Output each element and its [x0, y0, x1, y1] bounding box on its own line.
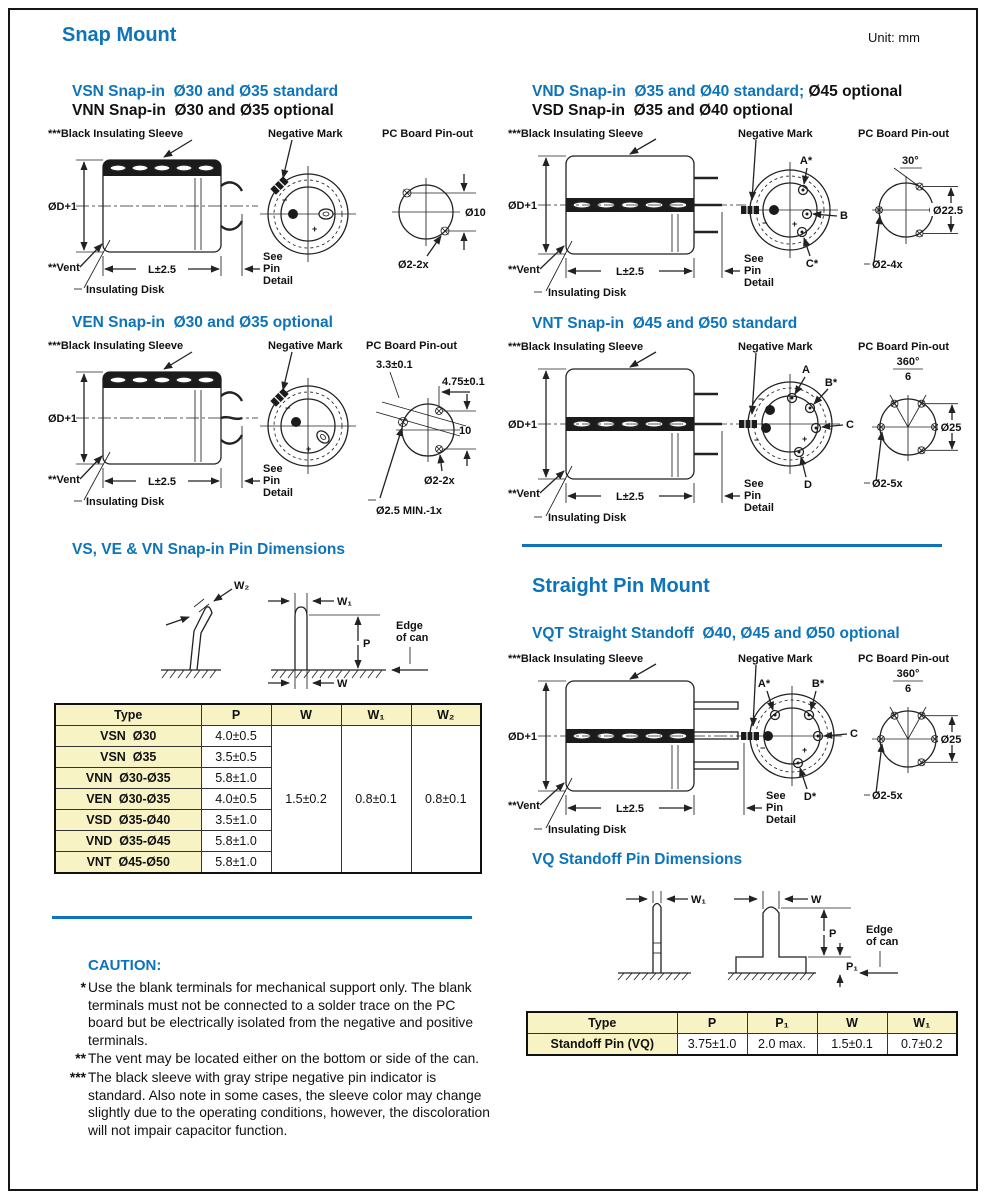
cell-value: 4.0±0.5	[201, 789, 271, 810]
svg-text:ØD+1: ØD+1	[508, 419, 538, 431]
svg-text:−: −	[282, 195, 288, 205]
cell-type: VEN Ø30-Ø35	[55, 789, 201, 810]
caution-section	[46, 957, 494, 1139]
straight-pin-view	[268, 593, 429, 690]
pc-board-pinout-view	[392, 174, 486, 271]
pc-board-pinout-view	[864, 356, 966, 490]
vnd-diagram	[506, 126, 966, 301]
svg-text:See: See	[766, 790, 786, 802]
cell-type: Standoff Pin (VQ)	[527, 1034, 677, 1056]
cell-value: 5.8±1.0	[201, 852, 271, 874]
vnn-heading: VNN Snap-in Ø30 and Ø35 optional	[72, 102, 334, 119]
svg-text:Insulating Disk: Insulating Disk	[548, 824, 627, 836]
col-header: W₂	[411, 704, 481, 726]
capacitor-bottom-view	[260, 352, 356, 474]
svg-text:D*: D*	[803, 791, 817, 803]
vqt-heading: VQT Straight Standoff Ø40, Ø45 and Ø50 optional	[532, 625, 900, 642]
svg-text:Pin: Pin	[744, 265, 762, 277]
vsn-heading: VSN Snap-in Ø30 and Ø35 standard	[72, 83, 339, 100]
svg-text:10: 10	[459, 425, 472, 437]
svg-text:A: A	[802, 364, 810, 376]
svg-text:W₂: W₂	[234, 580, 250, 592]
pinout-dim: Ø10	[465, 207, 486, 219]
footnote-marker: *	[80, 980, 86, 995]
svg-text:Ø2-4x: Ø2-4x	[872, 259, 903, 271]
svg-text:Ø2-5x: Ø2-5x	[872, 478, 903, 490]
svg-text:PC Board Pin-out: PC Board Pin-out	[858, 128, 950, 140]
svg-text:of can: of can	[396, 632, 429, 644]
svg-text:Negative Mark: Negative Mark	[738, 341, 813, 353]
vnt-diagram	[506, 339, 966, 524]
svg-text:Ø2-5x: Ø2-5x	[872, 790, 903, 802]
datasheet-page	[8, 8, 978, 1191]
svg-text:P₁: P₁	[846, 961, 858, 973]
left-column	[46, 68, 494, 1140]
col-header: P	[201, 704, 271, 726]
footnote-text: The black sleeve with gray stripe negative pin indicator is standard. Also note in some cases, the sleeve color may change slightly due to the operating conditions, however, the discoloration will not impair capacitor function.	[88, 1069, 490, 1138]
pc-board-pinout-view	[864, 668, 966, 802]
vent-label: **Vent	[48, 262, 80, 274]
footnote-text: The vent may be located either on the bottom or side of the can.	[88, 1051, 480, 1067]
vnt-heading: VNT Snap-in Ø45 and Ø50 standard	[532, 315, 798, 332]
svg-text:W: W	[811, 894, 822, 906]
cell-type: VSN Ø30	[55, 726, 201, 747]
svg-text:See: See	[263, 251, 283, 263]
svg-text:**Vent: **Vent	[508, 488, 540, 500]
cell-type: VND Ø35-Ø45	[55, 831, 201, 852]
sleeve-label: ***Black Insulating Sleeve	[48, 128, 184, 140]
snap-pin-dim-heading: VS, VE & VN Snap-in Pin Dimensions	[72, 541, 346, 558]
cell-value: 1.5±0.1	[817, 1034, 887, 1056]
svg-text:ØD+1: ØD+1	[48, 413, 78, 425]
footnote-marker: ***	[69, 1069, 86, 1085]
col-header: W	[271, 704, 341, 726]
snap-pin-table	[54, 703, 482, 874]
vnd-heading: VND Snap-in Ø35 and Ø40 standard; Ø45 optional	[532, 83, 903, 100]
svg-text:Negative Mark: Negative Mark	[268, 340, 343, 352]
col-header: Type	[55, 704, 201, 726]
vq-pin-dimensions-diagram	[506, 873, 946, 1003]
col-header: W₁	[341, 704, 411, 726]
svg-text:Pin: Pin	[263, 263, 281, 275]
capacitor-bottom-view	[739, 353, 854, 491]
svg-text:***Black Insulating Sleeve: ***Black Insulating Sleeve	[508, 128, 644, 140]
straight-pin-mount-title: Straight Pin Mount	[532, 575, 710, 597]
cell-value: 3.5±0.5	[201, 747, 271, 768]
ven-heading: VEN Snap-in Ø30 and Ø35 optional	[72, 314, 333, 331]
svg-text:Detail: Detail	[744, 277, 774, 289]
svg-text:***Black Insulating Sleeve: ***Black Insulating Sleeve	[508, 653, 644, 665]
col-header: W	[817, 1012, 887, 1034]
footnote-text: Use the blank terminals for mechanical support only. The blank terminals must not be connected to a solder trace on the PC board but be electrically isolated from the negative and positive terminals.	[88, 980, 474, 1048]
svg-text:**Vent: **Vent	[48, 474, 80, 486]
svg-text:L±2.5: L±2.5	[615, 491, 645, 503]
cell-value: 2.0 max.	[747, 1034, 817, 1056]
pc-board-pinout-view	[864, 155, 966, 271]
svg-text:P: P	[363, 638, 371, 650]
svg-text:−: −	[760, 743, 766, 753]
svg-text:6: 6	[904, 371, 912, 383]
svg-text:3.3±0.1: 3.3±0.1	[376, 359, 413, 371]
svg-text:PC Board Pin-out: PC Board Pin-out	[366, 340, 458, 352]
right-column	[506, 68, 970, 1056]
col-header: P₁	[747, 1012, 817, 1034]
cell-value: 4.0±0.5	[201, 726, 271, 747]
svg-text:+: +	[312, 224, 318, 234]
svg-text:ØD+1: ØD+1	[508, 200, 538, 212]
svg-text:***Black Insulating Sleeve: ***Black Insulating Sleeve	[508, 341, 644, 353]
svg-text:D: D	[804, 479, 812, 491]
svg-text:Pin: Pin	[744, 490, 762, 502]
cell-value: 3.5±1.0	[201, 810, 271, 831]
svg-text:+: +	[306, 444, 312, 454]
svg-text:4.75±0.1: 4.75±0.1	[442, 376, 485, 388]
svg-text:Ø25: Ø25	[940, 422, 962, 434]
svg-text:L±2.5: L±2.5	[147, 476, 177, 488]
col-header: W₁	[887, 1012, 957, 1034]
svg-text:30°: 30°	[902, 155, 919, 167]
svg-text:W₁: W₁	[337, 596, 352, 608]
svg-text:+: +	[802, 745, 808, 755]
table-row	[527, 1034, 957, 1056]
svg-text:Negative Mark: Negative Mark	[738, 128, 813, 140]
svg-text:A*: A*	[799, 155, 813, 167]
capacitor-bottom-view	[741, 665, 858, 803]
cell-value: 5.8±1.0	[201, 831, 271, 852]
table-header-row	[55, 704, 481, 726]
svg-text:PC Board Pin-out: PC Board Pin-out	[858, 653, 950, 665]
svg-text:360°: 360°	[896, 356, 920, 368]
svg-text:**Vent: **Vent	[508, 264, 540, 276]
capacitor-side-view	[48, 140, 293, 296]
svg-text:of can: of can	[866, 936, 899, 948]
svg-text:Insulating Disk: Insulating Disk	[86, 496, 165, 508]
svg-text:Pin: Pin	[766, 802, 784, 814]
vsd-heading: VSD Snap-in Ø35 and Ø40 optional	[532, 102, 793, 119]
capacitor-bottom-view	[260, 140, 356, 262]
svg-text:**Vent: **Vent	[508, 800, 540, 812]
footnote	[46, 1069, 494, 1139]
diameter-dim: ØD+1	[48, 201, 78, 213]
cell-value: 5.8±1.0	[201, 768, 271, 789]
svg-text:Negative Mark: Negative Mark	[738, 653, 813, 665]
svg-text:L±2.5: L±2.5	[615, 266, 645, 278]
svg-text:−: −	[758, 394, 764, 404]
pinout-label: PC Board Pin-out	[382, 128, 474, 140]
pc-board-pinout-view	[368, 359, 485, 517]
svg-text:See: See	[263, 463, 283, 475]
footnote-marker: **	[75, 1051, 86, 1067]
capacitor-side-view	[48, 352, 293, 508]
vqt-diagram	[506, 651, 966, 836]
svg-text:−: −	[285, 403, 291, 413]
svg-text:A*: A*	[757, 678, 771, 690]
svg-text:Ø2.5 MIN.-1x: Ø2.5 MIN.-1x	[376, 505, 443, 517]
snap-pin-dimensions-diagram	[46, 567, 466, 697]
svg-text:6: 6	[904, 683, 912, 695]
cell-value: 0.7±0.2	[887, 1034, 957, 1056]
cell-type: VNN Ø30-Ø35	[55, 768, 201, 789]
svg-text:C: C	[846, 419, 854, 431]
svg-text:P: P	[829, 928, 837, 940]
svg-text:See: See	[744, 253, 764, 265]
unit-label: Unit: mm	[868, 30, 920, 45]
cell-type: VSD Ø35-Ø40	[55, 810, 201, 831]
table-row	[55, 726, 481, 747]
length-dim: L±2.5	[147, 264, 177, 276]
straight-pin-view	[618, 891, 706, 980]
svg-text:B: B	[840, 210, 848, 222]
vsn-diagram	[46, 126, 486, 298]
svg-text:Edge: Edge	[866, 924, 893, 936]
standoff-pin-view	[728, 891, 899, 987]
section-divider	[522, 544, 942, 547]
svg-text:W: W	[337, 678, 348, 690]
svg-text:B*: B*	[824, 377, 838, 389]
svg-text:Detail: Detail	[263, 275, 293, 287]
svg-text:Ø25: Ø25	[940, 734, 962, 746]
svg-text:Ø22.5: Ø22.5	[933, 205, 963, 217]
col-header: Type	[527, 1012, 677, 1034]
disk-label: Insulating Disk	[86, 284, 165, 296]
footnote	[46, 1050, 494, 1068]
svg-text:L±2.5: L±2.5	[615, 803, 645, 815]
svg-text:360°: 360°	[896, 668, 920, 680]
footnote	[46, 979, 494, 1049]
svg-text:Detail: Detail	[744, 502, 774, 514]
svg-text:−: −	[762, 218, 768, 228]
svg-text:PC Board Pin-out: PC Board Pin-out	[858, 341, 950, 353]
cell-value: 0.8±0.1	[411, 726, 481, 874]
svg-text:See: See	[744, 478, 764, 490]
page-title: Snap Mount	[62, 24, 177, 46]
vq-pin-dim-heading: VQ Standoff Pin Dimensions	[532, 851, 743, 868]
negative-mark-label: Negative Mark	[268, 128, 343, 140]
bent-pin-view	[161, 580, 249, 678]
svg-text:+: +	[802, 434, 808, 444]
svg-text:***Black Insulating Sleeve: ***Black Insulating Sleeve	[48, 340, 184, 352]
svg-text:Ø2-2x: Ø2-2x	[424, 475, 455, 487]
table-header-row	[527, 1012, 957, 1034]
capacitor-bottom-view	[741, 140, 848, 270]
svg-text:−: −	[754, 435, 760, 445]
page-header	[62, 24, 920, 47]
svg-text:Insulating Disk: Insulating Disk	[548, 512, 627, 524]
svg-text:C: C	[850, 728, 858, 740]
svg-text:B*: B*	[811, 678, 825, 690]
capacitor-side-view	[508, 352, 774, 524]
hole-spec: Ø2-2x	[398, 259, 429, 271]
svg-text:Detail: Detail	[263, 487, 293, 499]
svg-text:C*: C*	[805, 258, 819, 270]
svg-text:W₁: W₁	[691, 894, 706, 906]
ven-diagram	[46, 338, 486, 523]
svg-text:Detail: Detail	[766, 814, 796, 826]
cell-type: VNT Ø45-Ø50	[55, 852, 201, 874]
cell-type: VSN Ø35	[55, 747, 201, 768]
cell-value: 3.75±1.0	[677, 1034, 747, 1056]
svg-text:ØD+1: ØD+1	[508, 731, 538, 743]
svg-text:Insulating Disk: Insulating Disk	[548, 287, 627, 299]
cell-value: 1.5±0.2	[271, 726, 341, 874]
caution-title: CAUTION:	[88, 957, 162, 974]
col-header: P	[677, 1012, 747, 1034]
svg-text:Edge: Edge	[396, 620, 423, 632]
svg-text:+: +	[792, 219, 798, 229]
svg-text:Pin: Pin	[263, 475, 281, 487]
cell-value: 0.8±0.1	[341, 726, 411, 874]
vq-pin-table	[526, 1011, 958, 1056]
capacitor-side-view	[508, 139, 774, 299]
section-divider	[52, 916, 472, 919]
